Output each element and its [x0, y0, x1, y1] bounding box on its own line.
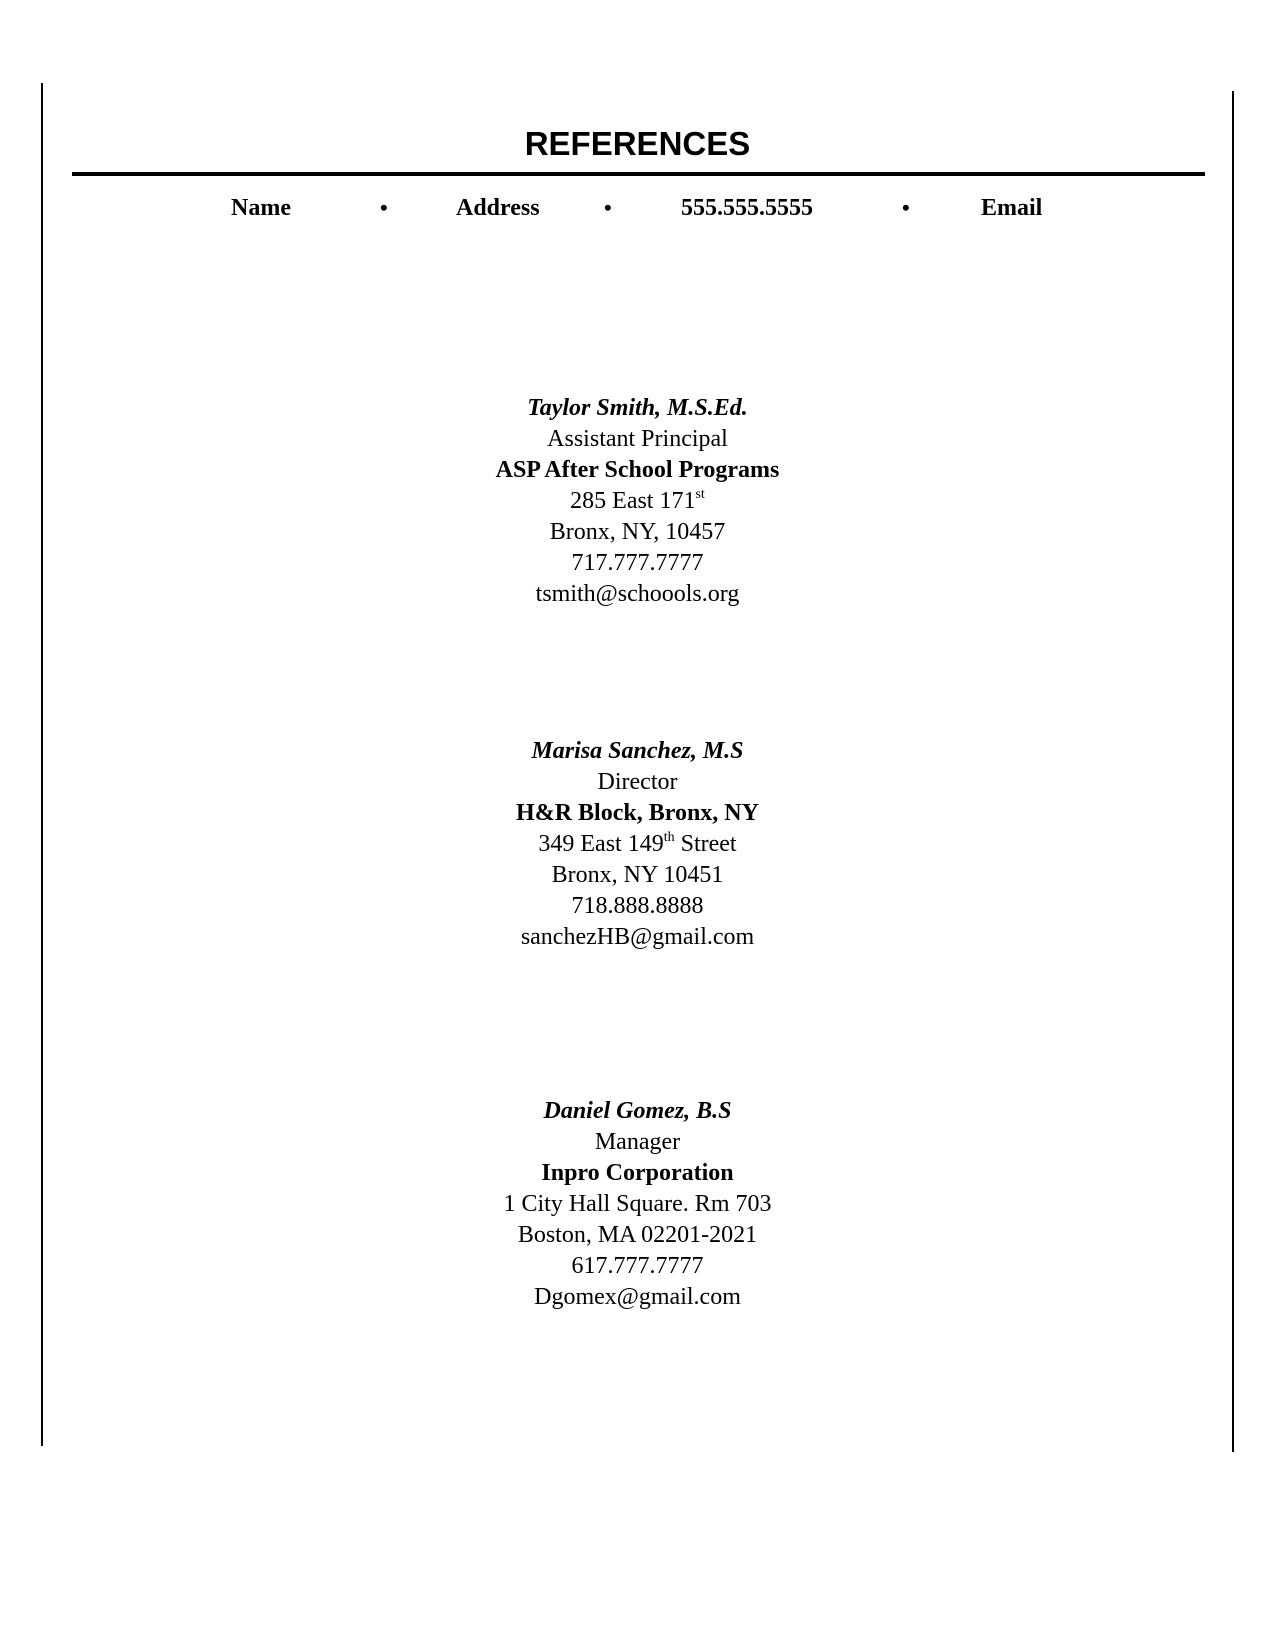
contact-separator: •	[604, 195, 612, 220]
contact-name: Name	[231, 195, 291, 221]
page-title: REFERENCES	[524, 125, 751, 162]
reference-street: 349 East 149th Street	[538, 830, 737, 857]
reference-organization: H&R Block, Bronx, NY	[516, 800, 759, 826]
reference-phone: 617.777.7777	[571, 1253, 704, 1279]
reference-email: sanchezHB@gmail.com	[520, 924, 755, 950]
contact-email: Email	[981, 195, 1043, 221]
reference-phone: 717.777.7777	[571, 550, 704, 576]
reference-email: Dgomex@gmail.com	[534, 1284, 741, 1310]
reference-street: 1 City Hall Square. Rm 703	[503, 1191, 772, 1217]
reference-name: Taylor Smith, M.S.Ed.	[527, 395, 748, 421]
reference-name: Daniel Gomez, B.S	[543, 1098, 732, 1124]
reference-street: 285 East 171st	[570, 487, 705, 514]
reference-position: Director	[597, 769, 678, 795]
reference-position: Manager	[594, 1129, 681, 1155]
reference-entry	[0, 393, 1275, 610]
reference-city: Bronx, NY, 10457	[549, 519, 726, 545]
reference-city: Bronx, NY 10451	[551, 862, 724, 888]
contact-address: Address	[456, 195, 540, 221]
contact-separator: •	[380, 195, 388, 220]
reference-entry	[0, 736, 1275, 953]
reference-city: Boston, MA 02201-2021	[517, 1222, 758, 1248]
contact-phone: 555.555.5555	[681, 195, 813, 221]
reference-name: Marisa Sanchez, M.S	[531, 738, 744, 764]
reference-organization: ASP After School Programs	[495, 457, 780, 483]
reference-phone: 718.888.8888	[571, 893, 704, 919]
contact-separator: •	[902, 195, 910, 220]
reference-entry	[0, 1096, 1275, 1313]
reference-email: tsmith@schoools.org	[535, 581, 740, 607]
title-divider	[72, 172, 1205, 176]
reference-organization: Inpro Corporation	[541, 1160, 734, 1186]
reference-position: Assistant Principal	[547, 426, 728, 452]
